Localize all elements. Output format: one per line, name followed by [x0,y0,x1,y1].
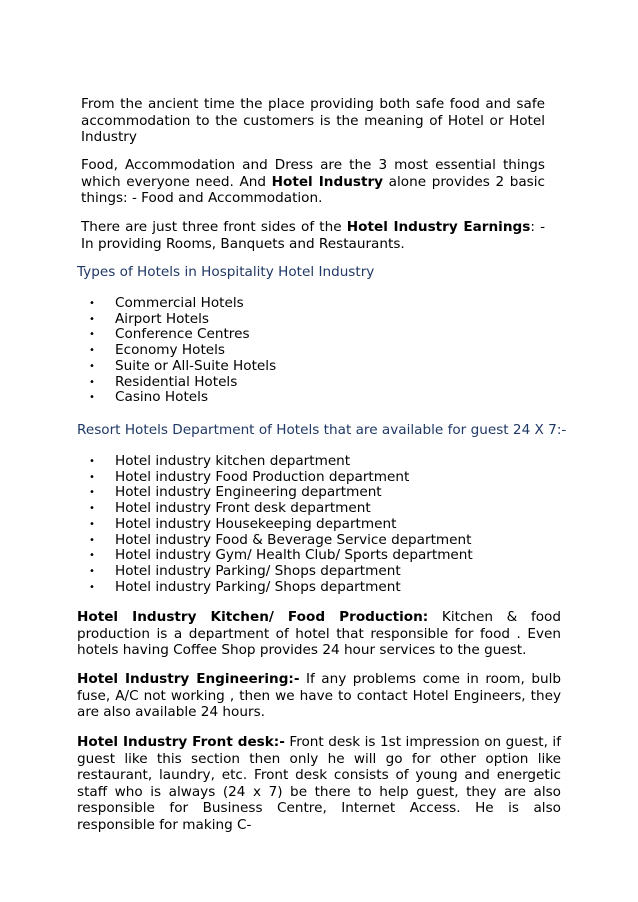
list-item-label: Hotel industry kitchen department [115,453,351,469]
list-item-label: Hotel industry Parking/ Shops department [115,578,401,595]
intro-p2-text-b: alone provides 2 basic things: - Food and Accommodation. [81,173,546,206]
bullet-icon: • [89,581,95,593]
list-item [77,470,557,486]
bullet-icon: • [89,518,95,530]
types-heading: Types of Hotels in Hospitality Hotel Industry [77,264,375,280]
list-item-label: Hotel industry Front desk department [115,500,371,517]
list-item [77,580,557,596]
bullet-icon: • [89,456,95,467]
bullet-icon: • [89,298,95,309]
list-item-label: Hotel industry Parking/ Shops department [115,562,401,579]
kitchen-bold: Hotel Industry Kitchen/ Food Production: [77,609,429,625]
kitchen-paragraph [77,609,561,659]
bullet-icon: • [89,376,95,388]
list-item-label: Hotel industry Gym/ Health Club/ Sports department [115,547,473,564]
list-item-label: Residential Hotels [115,373,238,390]
list-item [77,501,557,517]
frontdesk-bold: Hotel Industry Front desk:- [77,734,285,750]
list-item-label: Hotel industry Food Production department [115,468,410,485]
departments-list [77,454,557,595]
list-item [77,312,557,328]
bullet-icon: • [89,503,95,515]
list-item [77,390,557,406]
engineering-bold: Hotel Industry Engineering:- [77,671,300,687]
intro-p3-text-a: There are just three front sides of the [81,219,347,235]
kitchen-text: Kitchen & food production is a department of hotel that responsible for food . Even hotels having Coffee Shop provides 24 hour services to the guest. [77,609,562,658]
list-item [77,296,557,312]
bullet-icon: • [89,565,95,577]
list-item-label: Commercial Hotels [115,295,244,311]
list-item [77,343,557,359]
hotel-types-list [77,296,557,406]
list-item-label: Casino Hotels [115,389,209,406]
list-item [77,454,557,470]
list-item [77,327,557,343]
intro-p2-text-a: Food, Accommodation and Dress are the 3 most essential things which everyone need. And [81,157,545,190]
departments-heading: Resort Hotels Department of Hotels that are available for guest 24 X 7:- [77,422,567,438]
list-item [77,485,557,501]
list-item-label: Hotel industry Food & Beverage Service department [115,531,472,548]
bullet-icon: • [89,392,95,404]
intro-paragraph-1: From the ancient time the place providing both safe food and safe accommodation to the customers is the meaning of Hotel or Hotel Industry [81,96,545,145]
list-item-label: Suite or All-Suite Hotels [115,357,277,374]
intro-paragraph-2 [81,157,545,207]
frontdesk-paragraph [77,734,561,833]
frontdesk-text: Front desk is 1st impression on guest, if guest like this section then only he will go for other option like restaurant, laundry, etc. Front desk consists of young and energetic staff who is always (24 x 7) be there to help guest, they are also responsible for Business Centre, Internet Access. He is also responsible for making C- [77,734,561,833]
bullet-icon: • [89,471,95,483]
list-item [77,548,557,564]
bullet-icon: • [89,360,95,372]
list-item [77,517,557,533]
list-item-label: Airport Hotels [115,310,209,327]
list-item-label: Hotel industry Engineering department [115,484,382,501]
list-item-label: Conference Centres [115,326,250,343]
list-item [77,533,557,549]
bullet-icon: • [89,345,95,357]
bullet-icon: • [89,534,95,546]
intro-p2-bold: Hotel Industry [271,173,384,190]
bullet-icon: • [89,487,95,499]
intro-p3-text-b: : - In providing Rooms, Banquets and Restaurants. [81,219,545,252]
bullet-icon: • [89,313,95,325]
list-item [77,359,557,375]
intro-p3-bold: Hotel Industry Earnings [346,219,531,235]
engineering-paragraph [77,671,561,721]
list-item [77,564,557,580]
list-item [77,375,557,391]
bullet-icon: • [89,329,95,341]
intro-paragraph-3 [81,219,545,252]
bullet-icon: • [89,550,95,562]
list-item-label: Hotel industry Housekeeping department [115,515,397,532]
list-item-label: Economy Hotels [115,342,226,359]
engineering-text: If any problems come in room, bulb fuse, A/C not working , then we have to contact Hotel Engineers, they are also available 24 hours. [77,671,561,720]
